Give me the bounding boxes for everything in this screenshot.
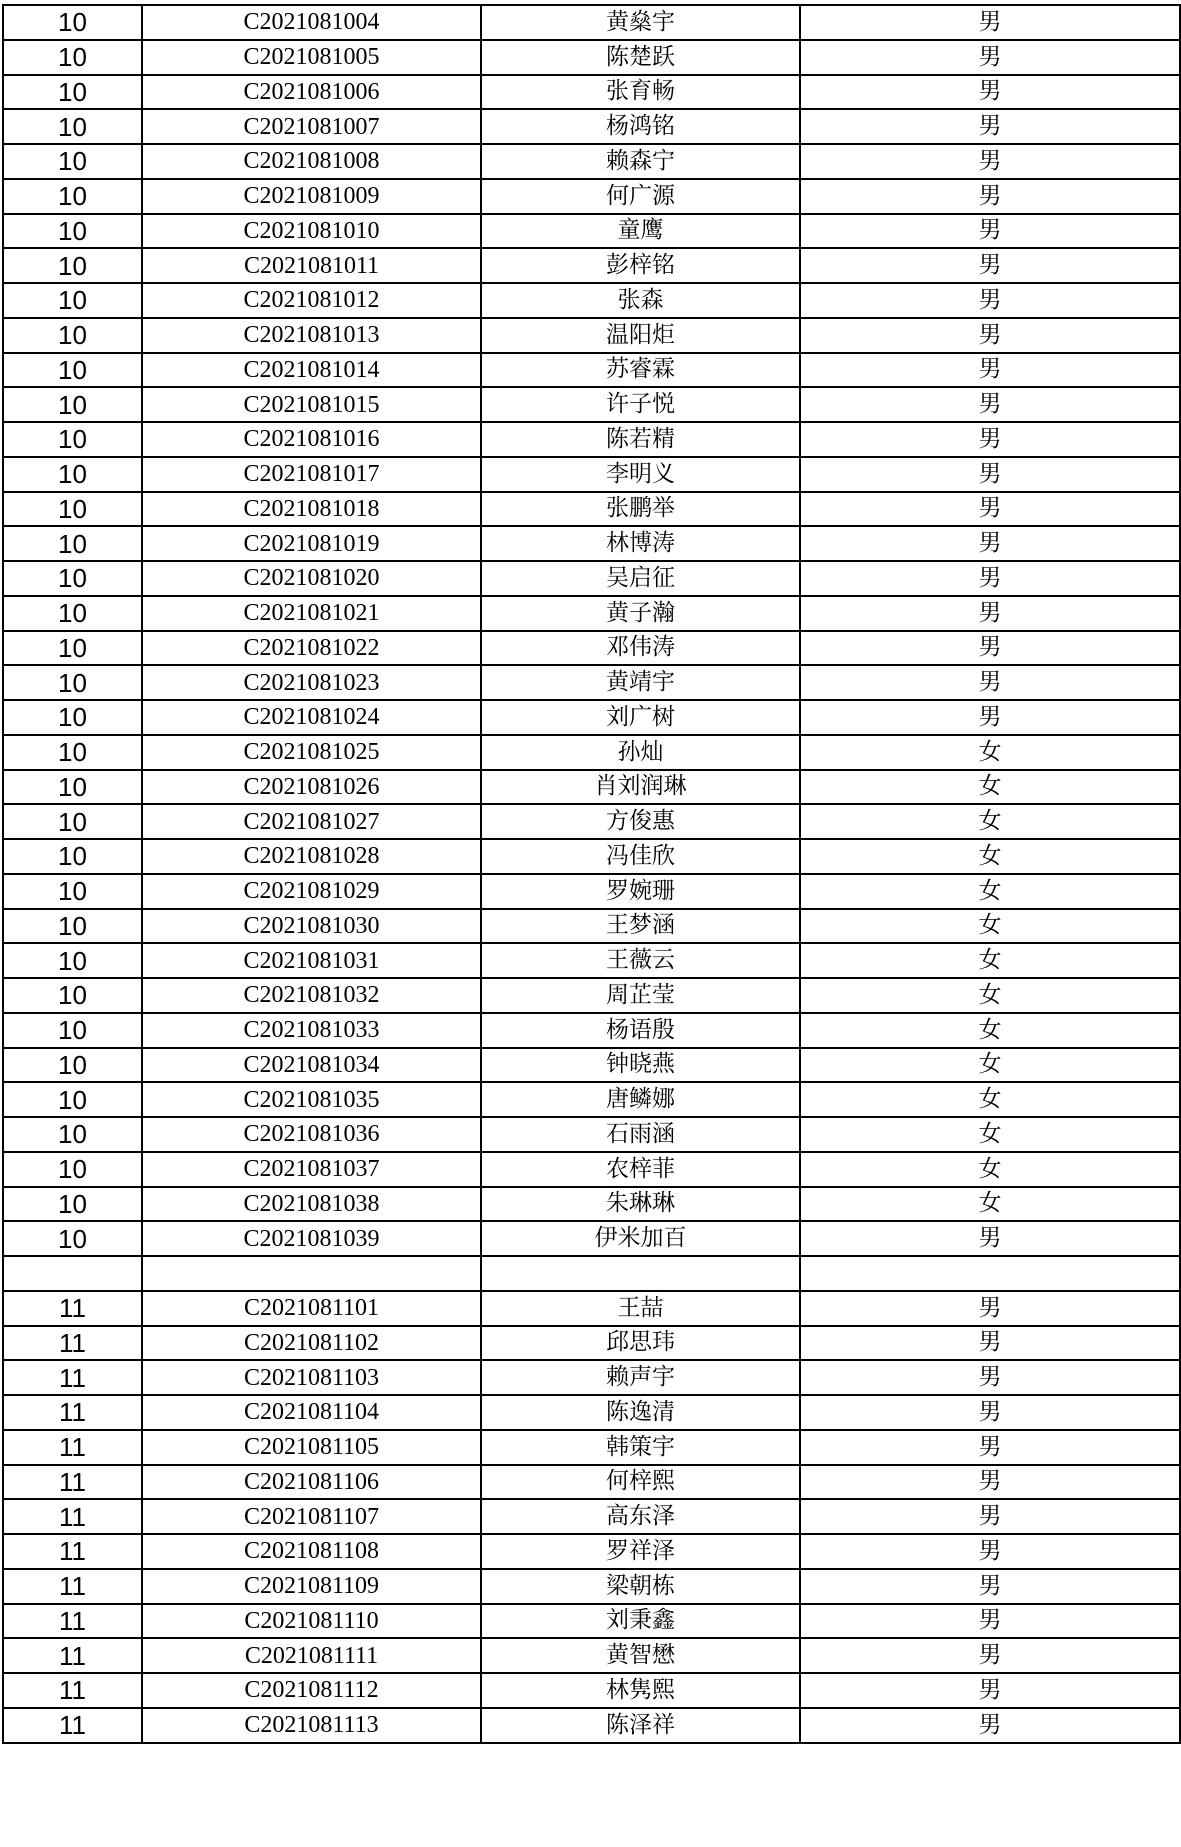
table-row	[3, 318, 1180, 353]
student-id-cell: C2021081108	[142, 1534, 481, 1569]
student-name-cell: 黄靖宇	[481, 665, 800, 700]
student-id-cell: C2021081027	[142, 804, 481, 839]
table-row	[3, 1430, 1180, 1465]
table-row	[3, 631, 1180, 666]
student-id-cell: C2021081017	[142, 457, 481, 492]
student-name-cell: 孙灿	[481, 735, 800, 770]
student-name-cell: 王梦涵	[481, 909, 800, 944]
student-id-cell	[142, 1256, 481, 1291]
student-id-cell: C2021081039	[142, 1221, 481, 1256]
student-name-cell: 钟晓燕	[481, 1048, 800, 1083]
gender-cell: 男	[800, 387, 1180, 422]
student-id-cell: C2021081018	[142, 492, 481, 527]
class-number-cell: 10	[3, 109, 142, 144]
class-number-cell: 10	[3, 5, 142, 40]
gender-cell: 女	[800, 1048, 1180, 1083]
table-row	[3, 1360, 1180, 1395]
class-number-cell: 11	[3, 1465, 142, 1500]
class-number-cell: 10	[3, 214, 142, 249]
student-name-cell: 石雨涵	[481, 1117, 800, 1152]
class-number-cell: 10	[3, 1152, 142, 1187]
class-number-cell: 10	[3, 283, 142, 318]
gender-cell: 男	[800, 1569, 1180, 1604]
gender-cell: 男	[800, 1604, 1180, 1639]
gender-cell: 女	[800, 735, 1180, 770]
student-name-cell: 赖声宇	[481, 1360, 800, 1395]
class-number-cell: 10	[3, 839, 142, 874]
student-name-cell: 朱琳琳	[481, 1187, 800, 1222]
gender-cell: 女	[800, 1187, 1180, 1222]
student-name-cell: 赖森宁	[481, 144, 800, 179]
class-number-cell: 11	[3, 1360, 142, 1395]
student-name-cell: 张森	[481, 283, 800, 318]
table-row	[3, 909, 1180, 944]
table-row	[3, 1569, 1180, 1604]
student-name-cell: 张鹏举	[481, 492, 800, 527]
student-id-cell: C2021081006	[142, 75, 481, 110]
student-roster-table	[2, 4, 1181, 1744]
class-number-cell: 10	[3, 561, 142, 596]
table-row	[3, 1534, 1180, 1569]
class-number-cell: 10	[3, 179, 142, 214]
student-name-cell: 张育畅	[481, 75, 800, 110]
table-row	[3, 1499, 1180, 1534]
student-id-cell: C2021081009	[142, 179, 481, 214]
student-name-cell: 苏睿霖	[481, 353, 800, 388]
student-id-cell: C2021081010	[142, 214, 481, 249]
gender-cell: 女	[800, 874, 1180, 909]
student-id-cell: C2021081022	[142, 631, 481, 666]
student-id-cell: C2021081029	[142, 874, 481, 909]
class-number-cell: 10	[3, 1013, 142, 1048]
student-id-cell: C2021081036	[142, 1117, 481, 1152]
table-row	[3, 1708, 1180, 1743]
table-row	[3, 839, 1180, 874]
student-id-cell: C2021081019	[142, 526, 481, 561]
gender-cell: 男	[800, 1326, 1180, 1361]
student-id-cell: C2021081107	[142, 1499, 481, 1534]
class-number-cell: 11	[3, 1708, 142, 1743]
class-number-cell: 10	[3, 665, 142, 700]
gender-cell: 女	[800, 909, 1180, 944]
student-id-cell: C2021081024	[142, 700, 481, 735]
gender-cell: 女	[800, 1117, 1180, 1152]
gender-cell: 女	[800, 943, 1180, 978]
table-row	[3, 1604, 1180, 1639]
gender-cell: 男	[800, 40, 1180, 75]
student-id-cell: C2021081111	[142, 1638, 481, 1673]
student-id-cell: C2021081101	[142, 1291, 481, 1326]
table-row	[3, 1326, 1180, 1361]
student-name-cell: 林隽熙	[481, 1673, 800, 1708]
class-number-cell: 10	[3, 144, 142, 179]
gender-cell: 男	[800, 5, 1180, 40]
student-id-cell: C2021081005	[142, 40, 481, 75]
class-number-cell: 10	[3, 978, 142, 1013]
gender-cell: 男	[800, 665, 1180, 700]
class-number-cell: 10	[3, 1187, 142, 1222]
class-number-cell: 10	[3, 909, 142, 944]
gender-cell: 女	[800, 770, 1180, 805]
table-row	[3, 1673, 1180, 1708]
class-number-cell: 11	[3, 1499, 142, 1534]
class-number-cell: 10	[3, 387, 142, 422]
student-id-cell: C2021081112	[142, 1673, 481, 1708]
class-number-cell: 10	[3, 874, 142, 909]
student-name-cell: 王喆	[481, 1291, 800, 1326]
student-id-cell: C2021081014	[142, 353, 481, 388]
student-name-cell: 陈楚跃	[481, 40, 800, 75]
student-id-cell: C2021081110	[142, 1604, 481, 1639]
student-id-cell: C2021081032	[142, 978, 481, 1013]
student-name-cell: 刘广树	[481, 700, 800, 735]
table-row	[3, 40, 1180, 75]
table-row	[3, 492, 1180, 527]
student-id-cell: C2021081030	[142, 909, 481, 944]
table-row	[3, 804, 1180, 839]
table-row	[3, 596, 1180, 631]
gender-cell: 男	[800, 457, 1180, 492]
class-number-cell: 10	[3, 943, 142, 978]
student-name-cell: 吴启征	[481, 561, 800, 596]
table-row	[3, 561, 1180, 596]
table-row	[3, 109, 1180, 144]
student-name-cell: 彭梓铭	[481, 248, 800, 283]
table-row	[3, 457, 1180, 492]
gender-cell	[800, 1256, 1180, 1291]
class-number-cell: 10	[3, 631, 142, 666]
student-id-cell: C2021081113	[142, 1708, 481, 1743]
class-number-cell: 11	[3, 1604, 142, 1639]
student-name-cell: 罗祥泽	[481, 1534, 800, 1569]
table-row	[3, 1221, 1180, 1256]
gender-cell: 男	[800, 1708, 1180, 1743]
class-number-cell: 11	[3, 1395, 142, 1430]
student-id-cell: C2021081023	[142, 665, 481, 700]
class-number-cell: 11	[3, 1430, 142, 1465]
gender-cell: 女	[800, 839, 1180, 874]
class-number-cell: 11	[3, 1638, 142, 1673]
gender-cell: 男	[800, 248, 1180, 283]
table-row	[3, 1395, 1180, 1430]
student-id-cell: C2021081026	[142, 770, 481, 805]
class-number-cell: 11	[3, 1673, 142, 1708]
student-id-cell: C2021081008	[142, 144, 481, 179]
class-number-cell: 10	[3, 700, 142, 735]
student-name-cell: 韩策宇	[481, 1430, 800, 1465]
student-id-cell: C2021081035	[142, 1082, 481, 1117]
student-name-cell: 陈若精	[481, 422, 800, 457]
table-row	[3, 770, 1180, 805]
roster-body	[3, 5, 1180, 1743]
table-row	[3, 248, 1180, 283]
student-id-cell: C2021081028	[142, 839, 481, 874]
class-number-cell: 10	[3, 526, 142, 561]
student-name-cell: 邱思玮	[481, 1326, 800, 1361]
student-id-cell: C2021081007	[142, 109, 481, 144]
student-name-cell: 邓伟涛	[481, 631, 800, 666]
table-row	[3, 1638, 1180, 1673]
student-id-cell: C2021081038	[142, 1187, 481, 1222]
class-number-cell: 10	[3, 75, 142, 110]
gender-cell: 男	[800, 109, 1180, 144]
class-number-cell: 10	[3, 735, 142, 770]
gender-cell: 男	[800, 422, 1180, 457]
class-number-cell: 10	[3, 1117, 142, 1152]
gender-cell: 男	[800, 1534, 1180, 1569]
gender-cell: 男	[800, 631, 1180, 666]
student-name-cell: 罗婉珊	[481, 874, 800, 909]
table-row	[3, 283, 1180, 318]
gender-cell: 男	[800, 1221, 1180, 1256]
gender-cell: 男	[800, 1360, 1180, 1395]
table-row	[3, 700, 1180, 735]
class-number-cell: 10	[3, 596, 142, 631]
gender-cell: 男	[800, 1291, 1180, 1326]
student-id-cell: C2021081106	[142, 1465, 481, 1500]
class-number-cell: 10	[3, 1048, 142, 1083]
table-row	[3, 1082, 1180, 1117]
student-id-cell: C2021081031	[142, 943, 481, 978]
gender-cell: 男	[800, 492, 1180, 527]
class-number-cell: 10	[3, 1082, 142, 1117]
student-id-cell: C2021081109	[142, 1569, 481, 1604]
student-name-cell: 童鹰	[481, 214, 800, 249]
student-name-cell: 王薇云	[481, 943, 800, 978]
student-name-cell: 温阳炬	[481, 318, 800, 353]
gender-cell: 男	[800, 1465, 1180, 1500]
student-name-cell: 陈逸清	[481, 1395, 800, 1430]
gender-cell: 女	[800, 804, 1180, 839]
table-row	[3, 526, 1180, 561]
class-number-cell: 10	[3, 422, 142, 457]
table-row	[3, 387, 1180, 422]
student-name-cell: 冯佳欣	[481, 839, 800, 874]
gender-cell: 男	[800, 75, 1180, 110]
table-row	[3, 214, 1180, 249]
student-name-cell: 杨鸿铭	[481, 109, 800, 144]
gender-cell: 男	[800, 318, 1180, 353]
table-row	[3, 1187, 1180, 1222]
class-number-cell: 10	[3, 804, 142, 839]
table-row	[3, 1152, 1180, 1187]
student-name-cell: 刘秉鑫	[481, 1604, 800, 1639]
class-number-cell: 10	[3, 492, 142, 527]
student-id-cell: C2021081025	[142, 735, 481, 770]
student-name-cell: 黄子瀚	[481, 596, 800, 631]
gender-cell: 女	[800, 978, 1180, 1013]
gender-cell: 男	[800, 179, 1180, 214]
gender-cell: 男	[800, 596, 1180, 631]
student-id-cell: C2021081105	[142, 1430, 481, 1465]
gender-cell: 男	[800, 700, 1180, 735]
table-row	[3, 665, 1180, 700]
class-number-cell: 10	[3, 1221, 142, 1256]
gender-cell: 男	[800, 283, 1180, 318]
gender-cell: 男	[800, 1430, 1180, 1465]
class-number-cell: 10	[3, 353, 142, 388]
table-row	[3, 5, 1180, 40]
gender-cell: 男	[800, 1638, 1180, 1673]
table-row	[3, 1465, 1180, 1500]
table-row	[3, 422, 1180, 457]
gender-cell: 男	[800, 1673, 1180, 1708]
class-number-cell: 11	[3, 1291, 142, 1326]
student-id-cell: C2021081021	[142, 596, 481, 631]
student-name-cell: 黄智懋	[481, 1638, 800, 1673]
student-id-cell: C2021081015	[142, 387, 481, 422]
student-id-cell: C2021081103	[142, 1360, 481, 1395]
class-number-cell: 11	[3, 1326, 142, 1361]
student-id-cell: C2021081011	[142, 248, 481, 283]
gender-cell: 男	[800, 1395, 1180, 1430]
table-row	[3, 75, 1180, 110]
class-number-cell: 11	[3, 1534, 142, 1569]
table-row	[3, 1013, 1180, 1048]
student-id-cell: C2021081034	[142, 1048, 481, 1083]
class-number-cell: 10	[3, 457, 142, 492]
student-name-cell: 陈泽祥	[481, 1708, 800, 1743]
class-number-cell: 11	[3, 1569, 142, 1604]
class-number-cell: 10	[3, 770, 142, 805]
student-id-cell: C2021081004	[142, 5, 481, 40]
table-row	[3, 943, 1180, 978]
class-number-cell: 10	[3, 248, 142, 283]
gender-cell: 男	[800, 214, 1180, 249]
gender-cell: 男	[800, 526, 1180, 561]
student-name-cell: 方俊惠	[481, 804, 800, 839]
student-name-cell	[481, 1256, 800, 1291]
student-id-cell: C2021081037	[142, 1152, 481, 1187]
table-row	[3, 978, 1180, 1013]
student-name-cell: 梁朝栋	[481, 1569, 800, 1604]
student-name-cell: 高东泽	[481, 1499, 800, 1534]
student-name-cell: 伊米加百	[481, 1221, 800, 1256]
gender-cell: 男	[800, 1499, 1180, 1534]
student-name-cell: 李明义	[481, 457, 800, 492]
class-number-cell	[3, 1256, 142, 1291]
student-name-cell: 杨语殷	[481, 1013, 800, 1048]
student-name-cell: 周芷莹	[481, 978, 800, 1013]
student-name-cell: 唐鳞娜	[481, 1082, 800, 1117]
gender-cell: 女	[800, 1082, 1180, 1117]
student-id-cell: C2021081104	[142, 1395, 481, 1430]
table-row	[3, 1117, 1180, 1152]
student-name-cell: 黄燊宇	[481, 5, 800, 40]
student-id-cell: C2021081016	[142, 422, 481, 457]
student-name-cell: 农梓菲	[481, 1152, 800, 1187]
student-id-cell: C2021081013	[142, 318, 481, 353]
gender-cell: 女	[800, 1152, 1180, 1187]
gender-cell: 男	[800, 561, 1180, 596]
student-name-cell: 何广源	[481, 179, 800, 214]
student-name-cell: 何梓熙	[481, 1465, 800, 1500]
class-number-cell: 10	[3, 318, 142, 353]
gender-cell: 女	[800, 1013, 1180, 1048]
table-row	[3, 353, 1180, 388]
table-row	[3, 874, 1180, 909]
student-id-cell: C2021081033	[142, 1013, 481, 1048]
table-row	[3, 1256, 1180, 1291]
student-id-cell: C2021081012	[142, 283, 481, 318]
student-name-cell: 肖刘润琳	[481, 770, 800, 805]
gender-cell: 男	[800, 353, 1180, 388]
table-row	[3, 1291, 1180, 1326]
student-id-cell: C2021081020	[142, 561, 481, 596]
student-name-cell: 林博涛	[481, 526, 800, 561]
gender-cell: 男	[800, 144, 1180, 179]
student-name-cell: 许子悦	[481, 387, 800, 422]
class-number-cell: 10	[3, 40, 142, 75]
table-row	[3, 179, 1180, 214]
table-row	[3, 144, 1180, 179]
student-id-cell: C2021081102	[142, 1326, 481, 1361]
table-row	[3, 735, 1180, 770]
table-row	[3, 1048, 1180, 1083]
